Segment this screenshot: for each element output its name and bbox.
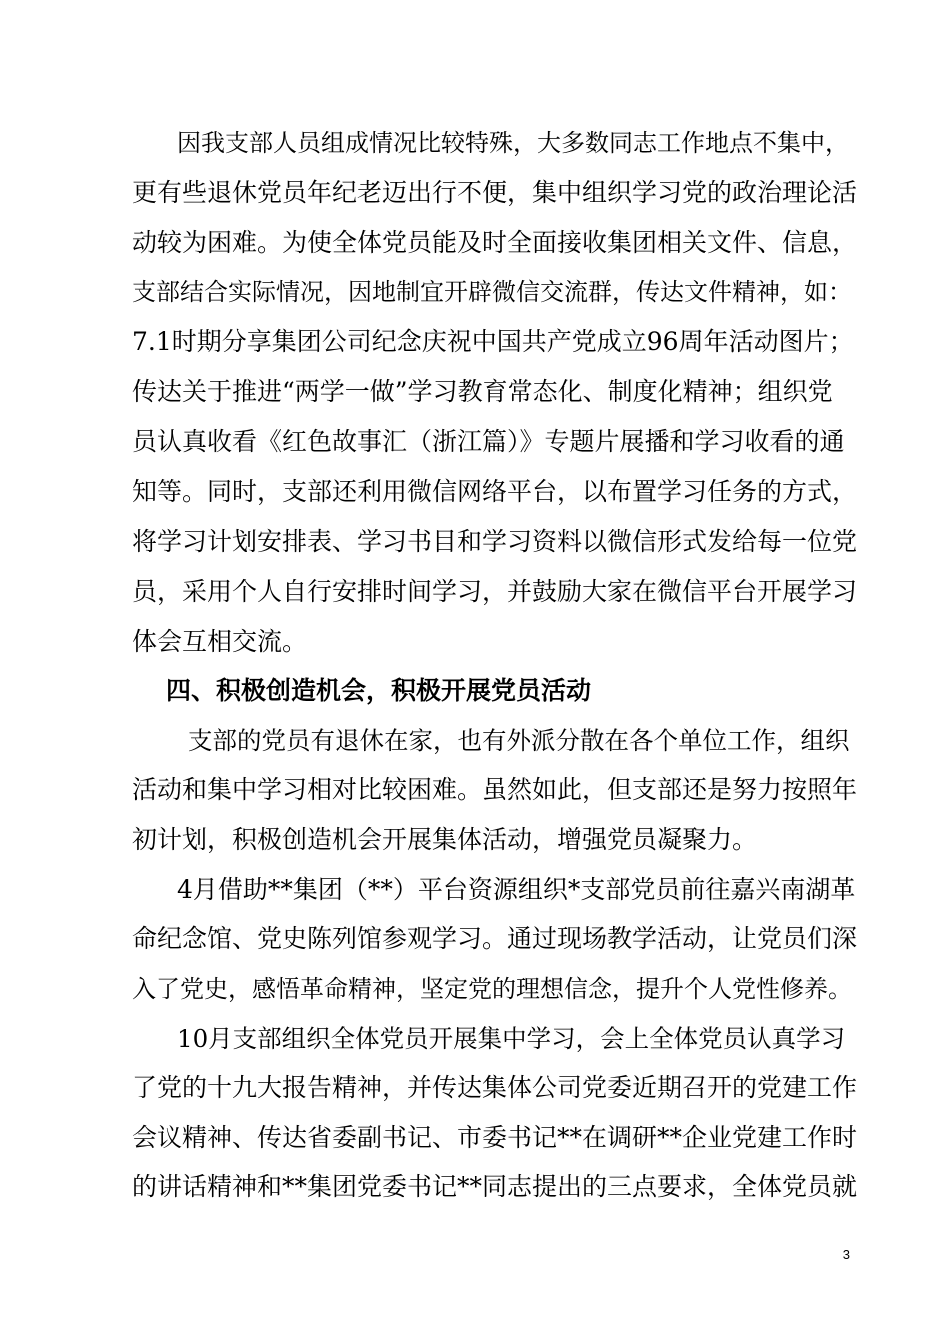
paragraph-line: 因我支部人员组成情况比较特殊，大多数同志工作地点不集中，: [177, 129, 849, 157]
paragraph-line: 动较为困难。为使全体党员能及时全面接收集团相关文件、信息，: [132, 228, 858, 257]
paragraph-line: 的讲话精神和**集团党委书记**同志提出的三点要求，全体党员就: [132, 1172, 858, 1201]
paragraph-line: 体会互相交流。: [132, 627, 308, 656]
paragraph-line: 了党的十九大报告精神，并传达集体公司党委近期召开的党建工作: [132, 1073, 858, 1102]
paragraph-line: 传达关于推进“两学一做”学习教育常态化、制度化精神；组织党: [132, 377, 833, 406]
paragraph-line: 更有些退休党员年纪老迈出行不便，集中组织学习党的政治理论活: [132, 178, 858, 207]
paragraph-line: 支部结合实际情况，因地制宜开辟微信交流群，传达文件精神，如：: [132, 278, 852, 306]
paragraph-line: 初计划，积极创造机会开展集体活动，增强党员凝聚力。: [132, 825, 758, 854]
paragraph-line: 会议精神、传达省委副书记、市委书记**在调研**企业党建工作时: [132, 1123, 858, 1152]
paragraph-line: 10月支部组织全体党员开展集中学习，会上全体党员认真学习: [177, 1024, 846, 1053]
paragraph-line: 员认真收看《红色故事汇（浙江篇）》专题片展播和学习收看的通: [132, 427, 845, 456]
paragraph-line: 命纪念馆、党史陈列馆参观学习。通过现场教学活动，让党员们深: [132, 924, 858, 953]
paragraph-line: 4月借助**集团（**）平台资源组织*支部党员前往嘉兴南湖革: [177, 875, 856, 904]
paragraph-line: 支部的党员有退休在家，也有外派分散在各个单位工作，组织: [188, 726, 850, 755]
paragraph-line: 入了党史，感悟革命精神，坚定党的理想信念，提升个人党性修养。: [132, 975, 852, 1003]
paragraph-line: 将学习计划安排表、学习书目和学习资料以微信形式发给每一位党: [132, 527, 858, 556]
page-number: 3: [842, 1247, 850, 1262]
paragraph-line: 知等。同时，支部还利用微信网络平台，以布置学习任务的方式，: [132, 477, 858, 506]
paragraph-line: 员，采用个人自行安排时间学习，并鼓励大家在微信平台开展学习: [132, 577, 858, 606]
paragraph-line: 活动和集中学习相对比较困难。虽然如此，但支部还是努力按照年: [132, 775, 858, 804]
section-heading: 四、积极创造机会，积极开展党员活动: [166, 676, 592, 705]
paragraph-line: 7.1时期分享集团公司纪念庆祝中国共产党成立96周年活动图片；: [132, 327, 854, 356]
